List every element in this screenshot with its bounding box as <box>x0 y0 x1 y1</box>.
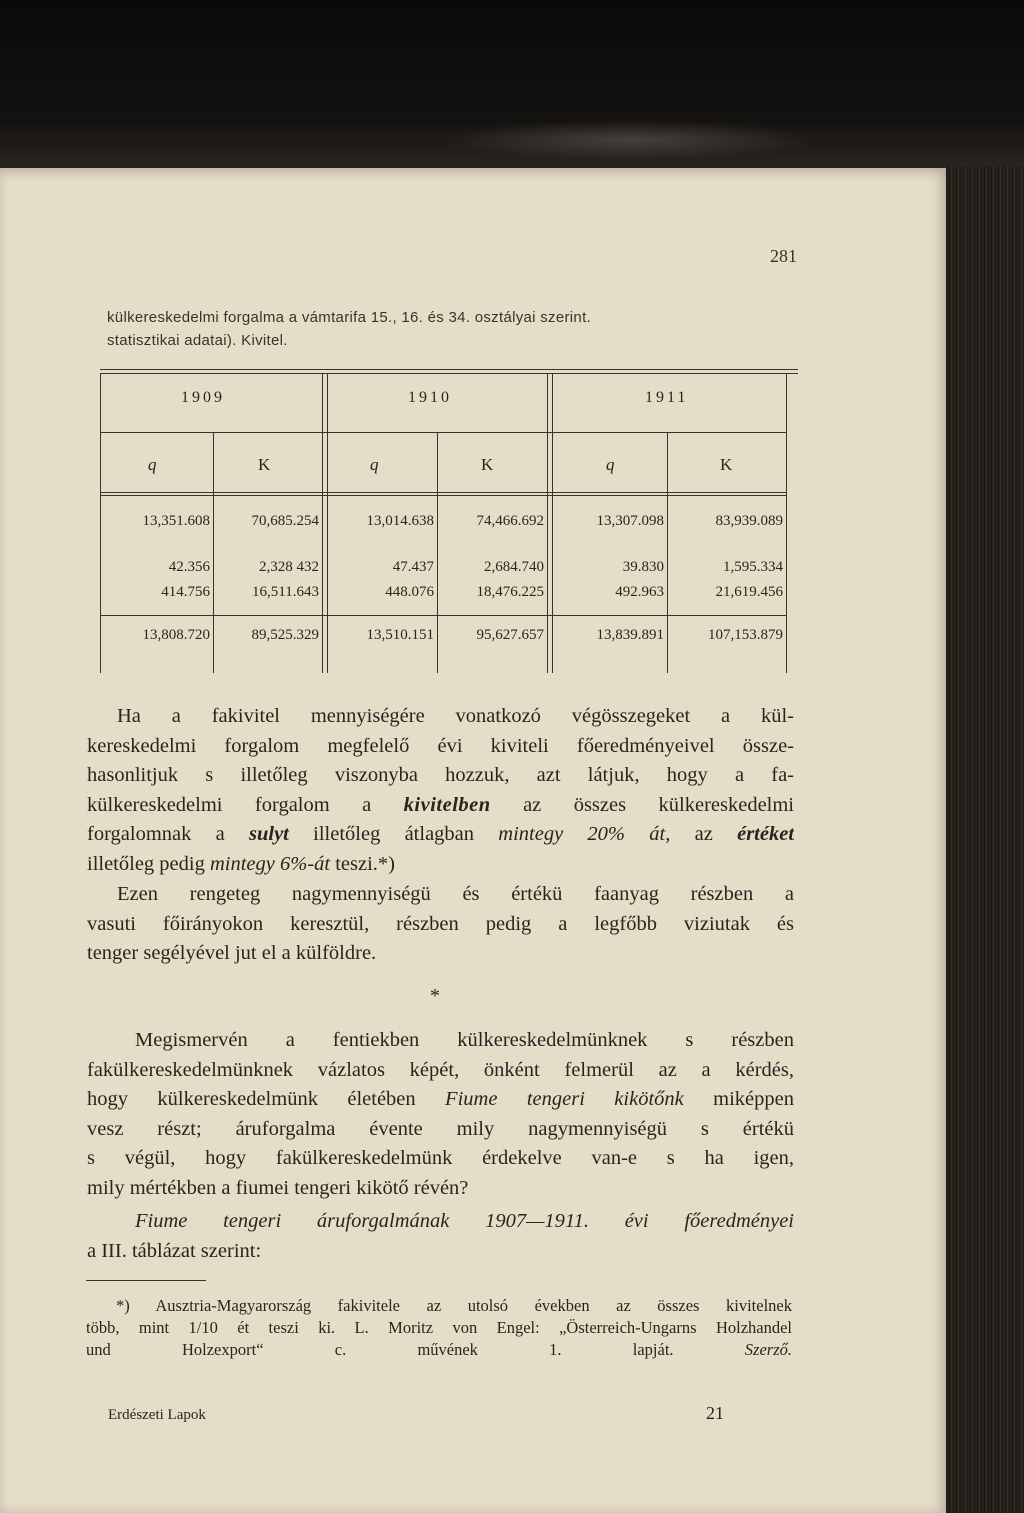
subheader-rule <box>100 492 786 493</box>
table-cell: 18,476.225 <box>476 584 544 600</box>
col-rule-5 <box>667 432 668 673</box>
para2-line3: tenger segélyével jut el a külföldre. <box>87 942 377 964</box>
emphasis-sulyt: sulyt <box>249 823 289 845</box>
para1-line6a: illetőleg pedig <box>87 852 205 875</box>
para3-line1: Megismervén a fentiekben külkereskedelmünknek s részben <box>135 1029 794 1051</box>
subheader-q-1910: q <box>370 455 379 474</box>
paragraph-3 <box>87 1026 794 1203</box>
para1-line5f: az <box>694 823 713 845</box>
year-1910: 1910 <box>408 389 452 406</box>
year-header-rule <box>100 432 786 433</box>
table-cell: 39.830 <box>622 559 664 575</box>
totals-rule <box>100 615 786 616</box>
para4-line1: Fiume tengeri áruforgalmának 1907—1911. évi főeredményei <box>135 1210 794 1232</box>
para3-line6: mily mértékben a fiumei tengeri kikötő révén? <box>87 1176 469 1199</box>
para1-line4c: az összes külkereskedelmi <box>523 793 794 816</box>
table-total-cell: 13,808.720 <box>142 627 210 643</box>
table-cell: 2,684.740 <box>484 559 544 575</box>
para1-line6c: teszi.*) <box>335 852 396 875</box>
para3-line4: vesz részt; áruforgalma évente mily nagymennyiségü s értékü <box>87 1117 794 1140</box>
col-rule-2b <box>327 373 328 673</box>
para2-line1: Ezen rengeteg nagymennyiségü és értékü faanyag részben a <box>117 883 794 905</box>
col-rule-4 <box>547 373 548 673</box>
table-cell: 13,014.638 <box>366 513 434 529</box>
paragraph-1 <box>87 702 794 879</box>
shadow-smudge <box>440 120 820 160</box>
subheader-k-1911: K <box>720 455 733 474</box>
table-cell: 47.437 <box>392 559 434 575</box>
subheader-k-1909: K <box>258 455 271 474</box>
dark-background-top <box>0 0 1024 172</box>
table-cell: 42.356 <box>168 559 210 575</box>
subheader-rule-2 <box>100 495 786 496</box>
footnote-rule <box>86 1280 206 1281</box>
table-cell: 70,685.254 <box>251 513 319 529</box>
para1-line1: Ha a fakivitel mennyiségére vonatkozó végösszegeket a kül- <box>117 705 794 727</box>
footnote-line2: több, mint 1/10 ét teszi ki. L. Moritz von Engel: „Österreich-Ungarns Holzhandel <box>86 1318 792 1337</box>
subheader-q-1909: q <box>148 455 157 474</box>
para1-line5c: illetőleg átlagban <box>313 823 475 845</box>
para1-line2: kereskedelmi forgalom megfelelő évi kiviteli főeredményeivel össze- <box>87 734 794 757</box>
emphasis-fiume-kikoto: Fiume tengeri kikötőnk <box>445 1088 684 1110</box>
table-caption-line-2: statisztikai adatai). Kivitel. <box>107 332 288 349</box>
para2-line2: vasuti főirányokon keresztül, részben pedig a legfőbb viziutak és <box>87 912 794 935</box>
col-rule-3 <box>437 432 438 673</box>
col-rule-1 <box>213 432 214 673</box>
footnote-author: Szerző. <box>744 1340 792 1359</box>
footnote-line3a: und Holzexport“ c. művének 1. lapját. <box>86 1340 674 1359</box>
para3-line2: fakülkereskedelmünknek vázlatos képét, önként felmerül az a kérdés, <box>87 1058 794 1081</box>
table-cell: 13,351.608 <box>142 513 210 529</box>
table-cell: 414.756 <box>161 584 210 600</box>
table-cell: 13,307.098 <box>596 513 664 529</box>
para3-line3a: hogy külkereskedelmünk életében <box>87 1088 416 1110</box>
para3-line3c: miképpen <box>713 1088 794 1110</box>
col-rule-0 <box>100 373 101 673</box>
para1-line5a: forgalomnak a <box>87 823 225 845</box>
table-total-cell: 95,627.657 <box>476 627 544 643</box>
signature-number: 21 <box>706 1403 724 1423</box>
table-total-cell: 13,510.151 <box>366 627 434 643</box>
footnote <box>86 1295 792 1361</box>
col-rule-2 <box>322 373 323 673</box>
section-separator-asterisk: * <box>430 985 440 1007</box>
table-cell: 448.076 <box>385 584 434 600</box>
col-rule-6 <box>786 373 787 673</box>
emphasis-mintegy-6: mintegy 6%-át <box>209 852 331 875</box>
table-cell: 1,595.334 <box>723 559 783 575</box>
para1-line4a: külkereskedelmi forgalom a <box>87 793 372 816</box>
table-top-rule-2 <box>100 373 798 374</box>
para4-line2: a III. táblázat szerint: <box>87 1239 262 1262</box>
emphasis-kivitelben: kivitelben <box>403 793 491 816</box>
subheader-q-1911: q <box>606 455 615 474</box>
table-total-cell: 89,525.329 <box>251 627 319 643</box>
page-number: 281 <box>770 246 797 266</box>
paragraph-4 <box>87 1207 794 1266</box>
emphasis-at: át, <box>649 823 671 845</box>
subheader-k-1910: K <box>481 455 494 474</box>
table-cell: 21,619.456 <box>715 584 783 600</box>
table-total-cell: 107,153.879 <box>708 627 783 643</box>
table-cell: 83,939.089 <box>715 513 783 529</box>
paragraph-2 <box>87 880 794 969</box>
table-cell: 2,328 432 <box>259 559 319 575</box>
table-cell: 492.963 <box>615 584 664 600</box>
emphasis-erteket: értéket <box>737 823 794 845</box>
journal-name: Erdészeti Lapok <box>108 1407 206 1423</box>
table-cell: 16,511.643 <box>252 584 319 600</box>
book-page-edges <box>946 166 1024 1513</box>
year-1911: 1911 <box>645 389 689 406</box>
table-top-rule <box>100 369 798 370</box>
table-total-cell: 13,839.891 <box>596 627 664 643</box>
footnote-line1: *) Ausztria-Magyarország fakivitele az utolsó években az összes kivitelnek <box>116 1296 792 1315</box>
year-1909: 1909 <box>181 389 225 406</box>
table-caption-line-1: külkereskedelmi forgalma a vámtarifa 15., 16. és 34. osztályai szerint. <box>107 309 592 326</box>
table-cell: 74,466.692 <box>476 513 544 529</box>
para1-line3: hasonlitjuk s illetőleg viszonyba hozzuk, azt látjuk, hogy a fa- <box>87 764 794 786</box>
para3-line5: s végül, hogy fakülkereskedelmünk érdekelve van-e s ha igen, <box>87 1147 794 1169</box>
col-rule-4b <box>552 373 553 673</box>
emphasis-mintegy-20: mintegy 20% <box>498 823 626 845</box>
